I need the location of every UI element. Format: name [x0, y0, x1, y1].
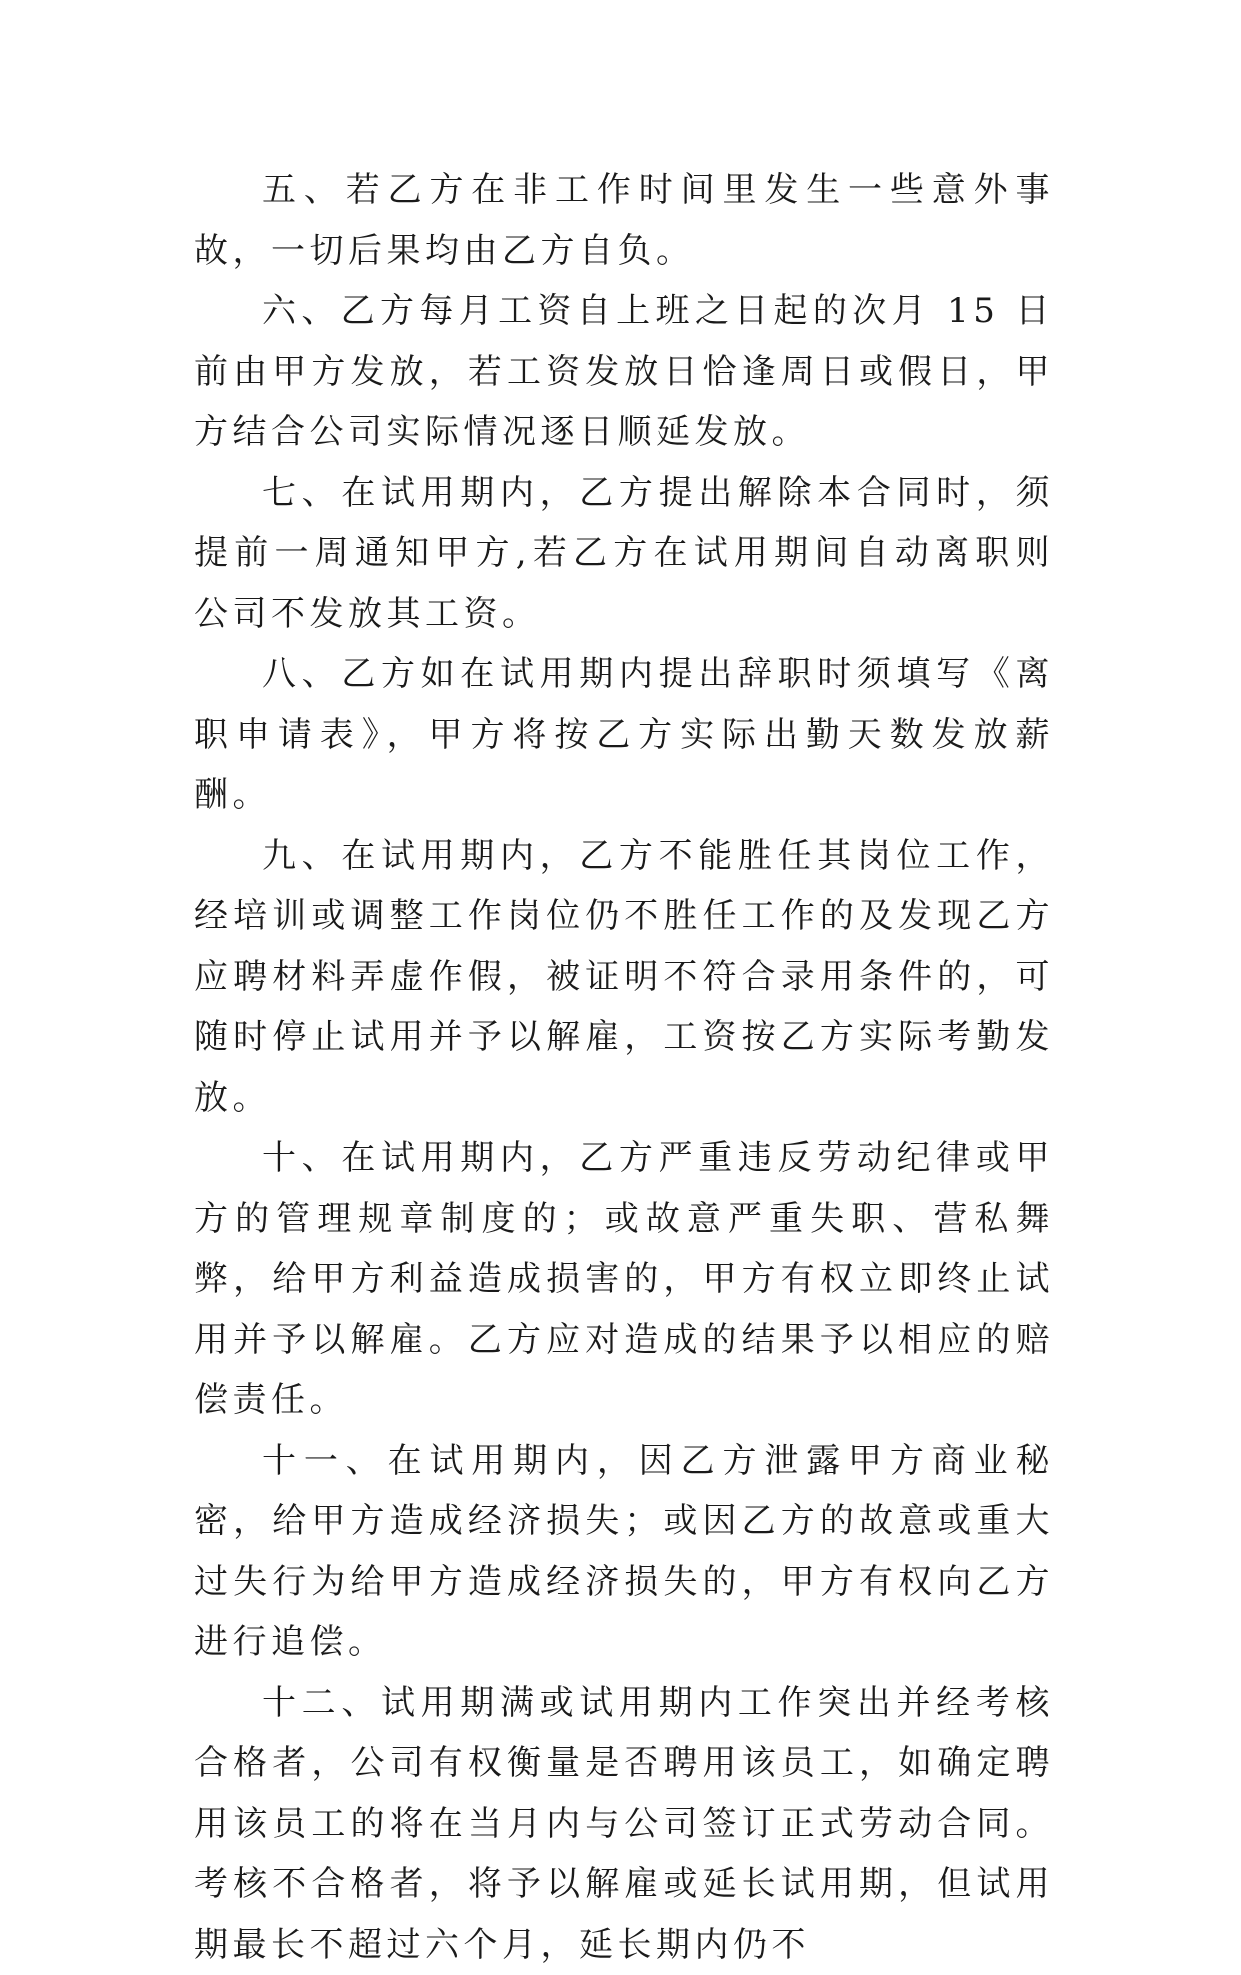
clause-9: 九、在试用期内，乙方不能胜任其岗位工作，经培训或调整工作岗位仍不胜任工作的及发现乙方应聘材料弄虚作假，被证明不符合录用条件的，可随时停止试用并予以解雇，工资按乙方实际考勤发放。: [194, 826, 1054, 1129]
clause-8: 八、乙方如在试用期内提出辞职时须填写《离职申请表》，甲方将按乙方实际出勤天数发放薪酬。: [194, 644, 1054, 826]
document-page: [194, 160, 1054, 1975]
clause-7: 七、在试用期内，乙方提出解除本合同时，须提前一周通知甲方,若乙方在试用期间自动离职则公司不发放其工资。: [194, 463, 1054, 645]
clause-11: 十一、在试用期内，因乙方泄露甲方商业秘密，给甲方造成经济损失；或因乙方的故意或重大过失行为给甲方造成经济损失的，甲方有权向乙方进行追偿。: [194, 1431, 1054, 1673]
clause-6: 六、乙方每月工资自上班之日起的次月 15 日前由甲方发放，若工资发放日恰逢周日或假日，甲方结合公司实际情况逐日顺延发放。: [194, 281, 1054, 463]
clause-10: 十、在试用期内，乙方严重违反劳动纪律或甲方的管理规章制度的；或故意严重失职、营私舞弊，给甲方利益造成损害的，甲方有权立即终止试用并予以解雇。乙方应对造成的结果予以相应的赔偿责任。: [194, 1128, 1054, 1431]
clause-5: 五、若乙方在非工作时间里发生一些意外事故，一切后果均由乙方自负。: [194, 160, 1054, 281]
clause-12: 十二、试用期满或试用期内工作突出并经考核合格者，公司有权衡量是否聘用该员工，如确定聘用该员工的将在当月内与公司签订正式劳动合同。考核不合格者，将予以解雇或延长试用期，但试用期最长不超过六个月，延长期内仍不: [194, 1673, 1054, 1975]
